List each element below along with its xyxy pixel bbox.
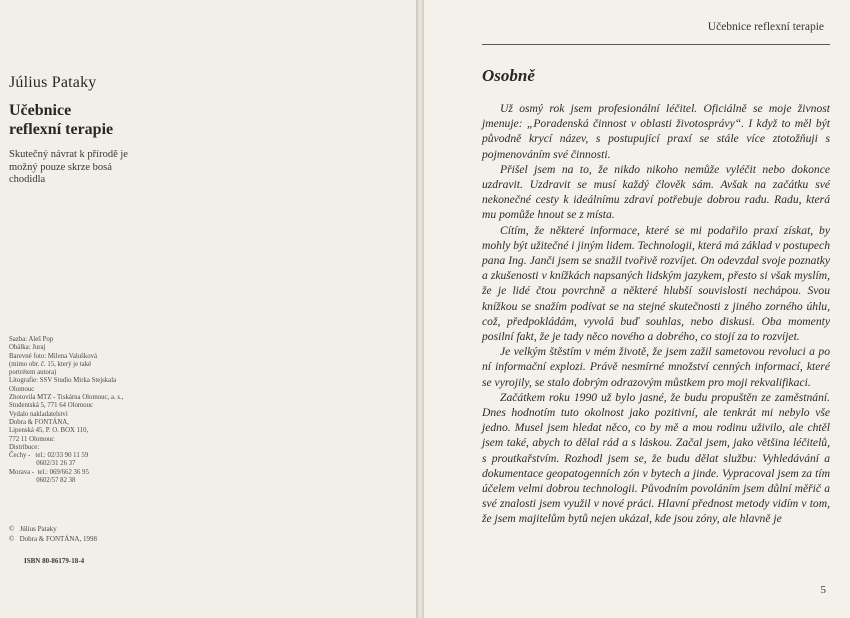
- imprint-line: Studentská 5, 771 64 Olomouc: [9, 402, 94, 410]
- imprint-line: Lipenská 45, P. O. BOX 110,: [9, 427, 89, 435]
- imprint-line: Vydalo nakladatelství: [9, 410, 68, 418]
- imprint-line: Dobra & FONTÁNA,: [9, 418, 69, 426]
- paragraph: Začátkem roku 1990 už bylo jasné, že budu propuštěn ze zaměstnání. Dnes hodnotím tuto okolnost jako pozitivní, ale tenkrát mi nebylo vše jedno. Musel jsem hledat něco, co by mě a mou rodinu uživilo, ale chtěl jsem také, abych to dělal rád a s láskou. Začal jsem, jako většina léčitelů, s proutkařstvím. Rozhodl jsem se, že budu dělat službu: Vyhledávání a dokumentace geopatogenních zón v bytech a jinde. Vypracoval jsem za tím účelem velmi dobrou technologii. Původním povoláním jsem důlní měřič a své znalosti jsem využil v nové práci. Hlavní přednost metody vidím v tom, že jsem majitelům bytů nejen ukázal, kde jsou zóny, ale hlavně je: [482, 390, 830, 526]
- header-rule: [482, 44, 830, 45]
- imprint-line: Olomouc: [9, 385, 35, 393]
- isbn: ISBN 80-86179-18-4: [24, 557, 85, 565]
- imprint-line: Sazba: Aleš Pop: [9, 336, 54, 343]
- imprint-line: Čechy - tel.: 02/33 90 11 59: [9, 452, 89, 460]
- imprint-line: portrétem autora): [9, 369, 57, 377]
- book-title-line: reflexní terapie: [9, 121, 114, 138]
- paragraph: Je velkým štěstím v mém životě, že jsem zažil sametovou revoluci a po ní informační explozi. Právě nesmírné množství cenných informací, které se vyrojily, se stalo dobrým odrazovým můstkem pro moji rekvalifikaci.: [482, 345, 830, 389]
- chapter-heading: Osobně: [482, 66, 535, 85]
- body-text: [482, 101, 830, 527]
- copyright-block: [9, 524, 97, 544]
- paragraph: Cítím, že některé informace, které se mi podařilo praxí získat, by mohly být užitečné i jiným lidem. Technologii, která má základ v postupech pana Ing. Janči jsem se snažil tvořivě rozvíjet. On odevzdal svoje poznatky a zkušenosti v knížkách napsaných lidským jazykem, přesto si však myslím, že je lidé čtou povrchně a některé hlubší souvislosti nechápou. Svou knížkou se snažím podívat se na stejné skutečnosti z jiného zorného úhlu, což, předpokládám, vyvolá buď souhlas, nebo diskusi. Oba momenty posilní fakt, že je tady něco nového a dobrého, co stojí za to rozvíjet.: [482, 223, 830, 344]
- imprint-line: Litografie: SSV Studio Mirka Stejskala: [9, 377, 117, 385]
- book-title: [9, 101, 113, 139]
- imprint-line: (mimo obr. č. 15, který je také: [9, 360, 92, 368]
- imprint-line: Obálka: Juraj: [9, 344, 46, 352]
- imprint-line: 772 11 Olomouc: [9, 435, 55, 443]
- page-number: 5: [820, 584, 826, 596]
- book-subtitle: Skutečný návrat k přírodě je možný pouze skrze bosá chodidla: [9, 149, 128, 185]
- imprint-line: Distribuce:: [9, 443, 40, 451]
- imprint-line: Morava - tel.: 069/662 36 95: [9, 468, 89, 476]
- imprint-line: 0602/31 26 37: [9, 460, 76, 468]
- paragraph: Už osmý rok jsem profesionální léčitel. Oficiálně se moje živnost jmenuje: „Poradenská činnost v oblasti životosprávy“. I když to měl být původně krycí název, s postupující praxí se stále více ztotožňuji s pojmenováním své činnosti.: [482, 102, 830, 161]
- left-page: [0, 0, 416, 618]
- book-title-line: Učebnice: [9, 102, 72, 119]
- right-page: [424, 0, 850, 618]
- running-header: Učebnice reflexní terapie: [707, 21, 824, 33]
- imprint-line: Barevné foto: Milena Valušková: [9, 352, 98, 360]
- imprint-line: 0602/57 82 38: [9, 477, 76, 485]
- paragraph: Přišel jsem na to, že nikdo nikoho nemůže vyléčit nebo dokonce uzdravit. Uzdravit se musí každý člověk sám. Avšak na začátku své nekonečné cesty k ideálnímu zdraví potřebuje dobrou radu. Radu, která mu pomůže hnout se z místa.: [482, 162, 830, 222]
- imprint-block: [9, 336, 169, 485]
- copyright-line: © Július Pataky: [9, 525, 57, 533]
- copyright-line: © Dobra & FONTÁNA, 1998: [9, 535, 97, 543]
- author-name: Július Pataky: [9, 74, 97, 91]
- book-gutter: [416, 0, 424, 618]
- imprint-line: Zhotovila MTZ - Tiskárna Olomouc, a. s.,: [9, 394, 124, 402]
